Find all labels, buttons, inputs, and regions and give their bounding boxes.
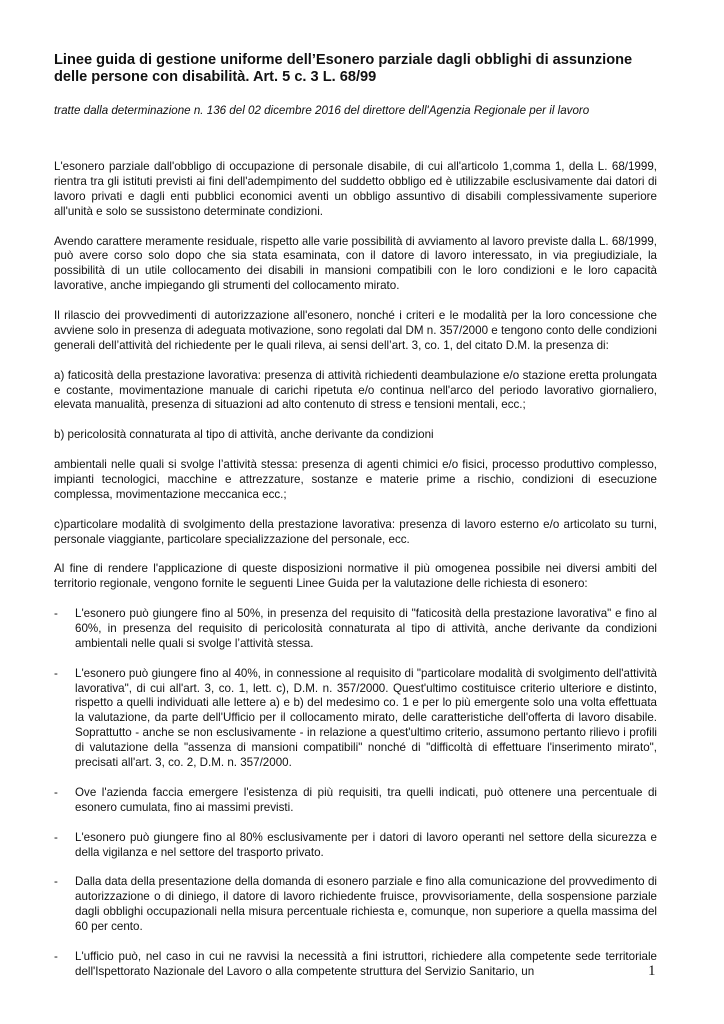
bullet-marker: - xyxy=(54,949,58,963)
bullet-marker: - xyxy=(54,666,58,680)
list-item-text: L'esonero può giungere fino al 80% esclusivamente per i datori di lavoro operanti nel settore della sicurezza e della vigilanza e nel settore del trasporto privato. xyxy=(75,830,657,859)
paragraph: Il rilascio dei provvedimenti di autorizzazione all'esonero, nonché i criteri e le modalità per la loro concessione che avviene solo in presenza di adeguata motivazione, sono regolati dal DM n. 357/2000 e tengono conto delle condizioni generali dell’attività del richiedente per le quali rileva, ai sensi dell’art. 3, co. 1, del citato D.M. la presenza di: xyxy=(54,309,657,352)
paragraph: Avendo carattere meramente residuale, rispetto alle varie possibilità di avviamento al lavoro previste dalla L. 68/1999, può avere corso solo dopo che sia stata esaminata, con il datore di lavoro interessato, in via pregiudiziale, la possibilità di un utile collocamento dei disabili in mansioni compatibili con le loro condizioni e le loro capacità lavorative, anche impiegando gli strumenti del collocamento mirato. xyxy=(54,234,657,293)
list-item xyxy=(54,831,657,861)
paragraph: c)particolare modalità di svolgimento della prestazione lavorativa: presenza di lavoro esterno e/o articolato su turni, personale viaggiante, particolare specializzazione del personale, ecc. xyxy=(54,517,657,546)
list-item xyxy=(54,875,657,935)
paragraph: Al fine di rendere l'applicazione di queste disposizioni normative il più omogenea possibile nei diversi ambiti del territorio regionale, vengono fornite le seguenti Linee Guida per la valutazione delle richiesta di esonero: xyxy=(54,562,657,591)
document-body xyxy=(54,52,657,995)
paragraph: b) pericolosità connaturata al tipo di attività, anche derivante da condizioni xyxy=(54,428,434,442)
bullet-marker: - xyxy=(54,607,58,621)
paragraph: L'esonero parziale dall'obbligo di occupazione di personale disabile, di cui all'articolo 1,comma 1, della L. 68/1999, rientra tra gli istituti previsti ai fini dell'adempimento del suddetto obbligo ed è utilizzabile esclusivamente dai datori di lavoro privati e dagli enti pubblici economici aventi un obbligo assuntivo di disabili complessivamente superiore all'unità e solo se sussistono determinate condizioni. xyxy=(54,160,657,218)
list-item-text: L'esonero può giungere fino al 50%, in presenza del requisito di "faticosità della prestazione lavorativa" e fino al 60%, in presenza del requisito di pericolosità connaturata al tipo di attività, anche derivante da condizioni ambientali nelle quali si svolge l’attività stessa. xyxy=(75,607,657,650)
paragraph: ambientali nelle quali si svolge l’attività stessa: presenza di agenti chimici e/o fisici, processo produttivo complesso, impianti tecnologici, macchine e attrezzature, sostanze e materie prime a rischio, condizioni di esecuzione complessa, movimentazione meccanica ecc.; xyxy=(54,458,657,501)
paragraph: a) faticosità della prestazione lavorativa: presenza di attività richiedenti deambulazione e/o stazione eretta prolungata e costante, movimentazione manuale di carichi ripetuta e/o continua nell'arco del periodo lavorativo giornaliero, elevata manualità, presenza di situazioni ad alto contenuto di stress e tensioni mentali, ecc.; xyxy=(54,368,657,412)
list-item xyxy=(54,667,657,771)
bullet-marker: - xyxy=(54,830,58,844)
guideline-list xyxy=(54,607,657,980)
document-subtitle: tratte dalla determinazione n. 136 del 02 dicembre 2016 del direttore dell'Agenzia Regionale per il lavoro xyxy=(54,104,590,117)
document-title: Linee guida di gestione uniforme dell’Esonero parziale dagli obblighi di assunzione delle persone con disabilità. Art. 5 c. 3 L. 68/99 xyxy=(54,52,633,85)
bullet-marker: - xyxy=(54,875,58,889)
page-number: 1 xyxy=(648,963,656,979)
list-item xyxy=(54,607,657,652)
list-item-text: L'ufficio può, nel caso in cui ne ravvisi la necessità a fini istruttori, richiedere alla competente sede territoriale dell'Ispettorato Nazionale del Lavoro o alla competente struttura del Servizio Sanitario, un xyxy=(75,949,657,978)
list-item xyxy=(54,786,657,816)
list-item-text: Dalla data della presentazione della domanda di esonero parziale e fino alla comunicazione del provvedimento di autorizzazione o di diniego, il datore di lavoro richiedente fruisce, provvisoriamente, della sospensione parziale dagli obblighi occupazionali nella misura percentuale richiesta e, comunque, non superiore a quella massima del 60 per cento. xyxy=(75,875,657,934)
list-item-text: Ove l'azienda faccia emergere l'esistenza di più requisiti, tra quelli indicati, può ottenere una percentuale di esonero cumulata, fino ai massimi previsti. xyxy=(75,785,657,814)
list-item xyxy=(54,950,657,980)
list-item-text: L'esonero può giungere fino al 40%, in connessione al requisito di "particolare modalità di svolgimento dell'attività lavorativa", di cui all'art. 3, co. 1, lett. c), D.M. n. 357/2000. Quest'ultimo costituisce criterio ulteriore e distinto, rispetto a quelli individuati alle lettere a) e b) del medesimo co. 1 e per lo più emergente solo una volta effettuata la valutazione, da parte dell'Ufficio per il collocamento mirato, delle caratteristiche dell'offerta di lavoro disabile. Soprattutto - anche se non esclusivamente - in relazione a quest'ultimo criterio, assumono pertanto rilievo i profili di valutazione della "assenza di mansioni compatibili" nonché di "difficoltà di effettuare l'inserimento mirato", precisati all'art. 3, co. 2, D.M. n. 357/2000. xyxy=(75,666,657,770)
bullet-marker: - xyxy=(54,785,58,799)
